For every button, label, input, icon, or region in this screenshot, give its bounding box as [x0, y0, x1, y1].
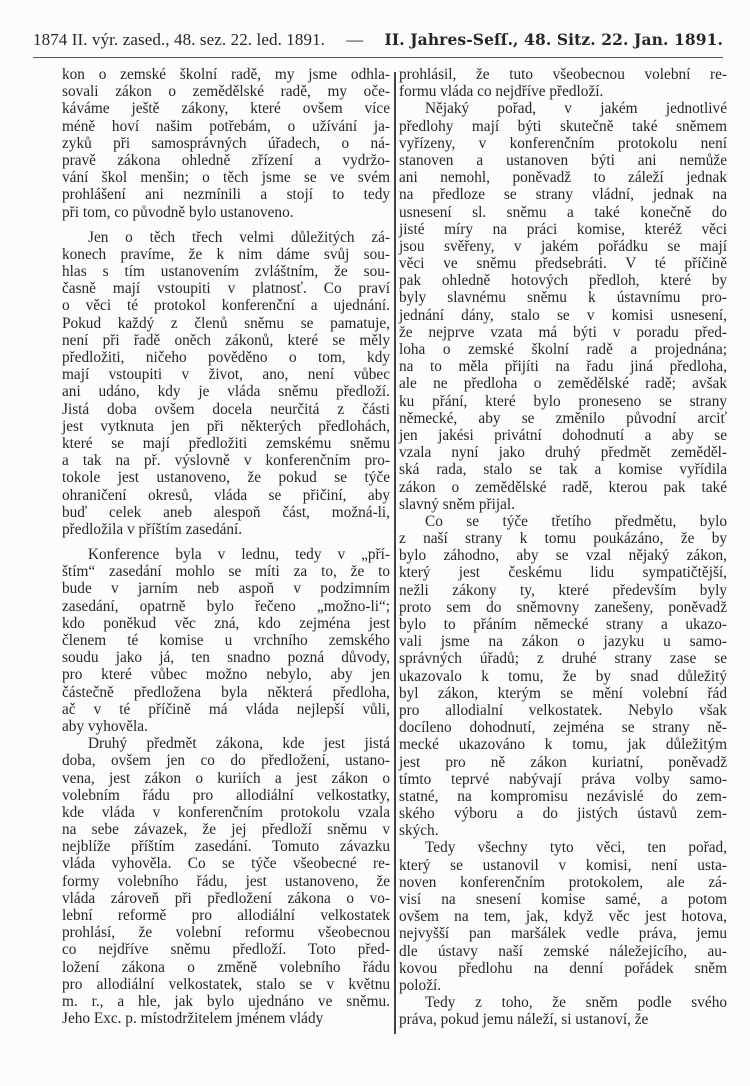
text-line: volebním řádu pro allodiální velkostatky,	[62, 786, 390, 804]
page-header	[33, 30, 723, 54]
paragraph	[399, 513, 727, 840]
text-line: Druhý předmět zákona, kde jest jistá	[88, 735, 390, 753]
text-line: jen jakési privátní dohodnutí a aby se	[399, 426, 727, 444]
text-line: zasedání, opatrně bylo řečeno „možno-li“;	[62, 597, 390, 615]
text-line: méně hoví našim potřebám, o užívání ja-	[62, 117, 390, 135]
text-line: mají vstoupiti v život, ano, není vůbec	[62, 366, 390, 384]
text-line: ovšem na tem, jak, když věc jest hotova,	[399, 908, 727, 926]
text-line: ani nemohl, poněvadž to záleží jednak	[399, 169, 727, 187]
text-line: hlas s tím ustanovením zvláštním, že sou-	[62, 263, 390, 281]
text-line: byly slavnému sněmu k ústavnímu pro-	[399, 289, 727, 307]
text-line: prohlásil, že tuto všeobecnou volební re-	[399, 66, 727, 83]
text-line: lební reformě pro allodiální velkostatek	[62, 907, 390, 924]
text-line: ač v té příčině má vláda nejlepší vůli,	[62, 700, 390, 718]
text-line: formu vláda co nejdříve předloží.	[399, 83, 604, 101]
text-line: částečně předložena byla některá předloha,	[62, 683, 390, 701]
text-line: Konference byla v lednu, tedy v „pří-	[88, 546, 390, 564]
text-line: Tedy všechny tyto věci, ten pořad,	[425, 839, 727, 857]
text-line: Co se týče třetího předmětu, bylo	[425, 512, 727, 530]
text-line: práva, pokud jemu náleží, si ustanoví, že	[399, 1011, 649, 1029]
text-line: statné, na kompromisu nezávislé do zem-	[399, 787, 727, 805]
text-line: o věci té protokol konferenční a ujednání.	[62, 297, 390, 315]
text-line: na předloze se strany vládní, jednak na	[399, 186, 727, 204]
text-line: není při řadě oněch zákonů, které se měly	[62, 331, 390, 349]
text-line: loha o zemské školní radě a projednána;	[399, 341, 727, 358]
text-line: aby vyhověla.	[62, 717, 148, 735]
text-line: při tom, co původně bylo ustanoveno.	[62, 203, 294, 221]
paragraph	[399, 66, 727, 100]
text-line: ku přání, které bylo proneseno se strany	[399, 392, 727, 410]
text-line: na sebe závazek, že jej předloží sněmu v	[62, 821, 390, 839]
text-line: bude v jarním neb aspoň v podzimním	[62, 580, 390, 598]
text-line: které se mají předložiti zemskému sněmu	[62, 434, 390, 452]
text-line: ohraničení okresů, vláda se přičiní, aby	[62, 486, 390, 504]
text-line: Jen o těch třech velmi důležitých zá-	[88, 228, 390, 246]
text-line: m. r., a hle, jak bylo ujednáno ve sněmu.	[62, 992, 390, 1010]
text-line: Tedy z toho, že sněm podle svého	[425, 994, 727, 1012]
text-line: předlohy mají býti skutečně také sněmem	[399, 117, 727, 135]
text-line: pak ohledně hotových předloh, které by	[399, 272, 727, 290]
text-line: kovou předlohu na denní pořádek sněm	[399, 959, 727, 977]
text-line: vání škol menšin; o těch jsme se ve svém	[62, 169, 390, 187]
text-line: jisté míry na práci komise, kteréž věci	[399, 220, 727, 238]
text-line: formy volebního řádu, jest ustanoveno, že	[62, 872, 390, 890]
text-line: ského výboru a do jistých ústavů zem-	[399, 805, 727, 823]
text-line: usnesení sl. sněmu a také konečně do	[399, 203, 727, 221]
text-line: bylo to přáním německé strany a ukazo-	[399, 616, 727, 633]
text-line: ani udáno, kdy je vláda sněmu předloží.	[62, 383, 390, 401]
header-czech: 1874 II. výr. zased., 48. sez. 22. led. 1891.	[33, 30, 326, 49]
text-line: prohlásí, že volební reformu všeobecnou	[62, 924, 390, 942]
text-line: který jest českému lidu sympatičtější,	[399, 564, 727, 582]
text-line: doba, ovšem jen co do předložení, ustano-	[62, 752, 390, 770]
text-line: vyřízeny, v konferenčním protokolu není	[399, 134, 727, 152]
text-line: jednání dány, stalo se v komisi usnesení,	[399, 306, 727, 324]
text-line: ale ne předloha o zemědělské radě; avšak	[399, 375, 727, 393]
text-line: členem té komise u vrchního zemského	[62, 632, 390, 649]
text-line: docíleno dohodnutí, zejména se strany ně-	[399, 719, 727, 737]
paragraph	[62, 66, 390, 221]
text-line: správných úřadů; z druhé strany zase se	[399, 650, 727, 668]
text-line: časně mají vstoupiti v platnosť. Co praví	[62, 280, 390, 298]
text-line: Jistá doba ovšem docela neurčitá z části	[62, 400, 390, 418]
text-line: zákon o zemědělské radě, kterou pak také	[399, 478, 727, 496]
text-line: co nejdříve sněmu předloží. Toto před-	[62, 941, 390, 959]
text-line: prohlášení ani nezmínili a stojí to tedy	[62, 186, 390, 204]
text-line: ložení zákona o změně volebního řádu	[62, 958, 390, 976]
text-line: který se ustanovil v komisi, není usta-	[399, 856, 727, 874]
header-german: II. Jahres-Seſſ., 48. Sitz. 22. Jan. 1891.	[384, 30, 723, 49]
text-line: jsou svěřeny, v jakém pořádku se mají	[399, 237, 727, 255]
text-line: pro allodiální velkostatek, stalo se v květnu	[62, 975, 390, 993]
right-column	[399, 66, 727, 1029]
text-line: ských.	[399, 822, 439, 840]
text-line: mecké ukazováno k tomu, jak důležitým	[399, 736, 727, 754]
paragraph	[399, 994, 727, 1028]
text-line: soudu jako já, ten snadno pozná důvody,	[62, 649, 390, 667]
text-line: pravě zákona ohledně zřízení a vydržo-	[62, 151, 390, 169]
text-line: jest pro ně zákon kuriatní, poněvadž	[399, 753, 727, 771]
text-line: na to měla přijíti na řadu jiná předloha,	[399, 358, 727, 376]
text-line: kde vláda v konferenčním protokolu vzala	[62, 803, 390, 821]
paragraph	[62, 735, 390, 1027]
text-line: z naší strany k tomu poukázáno, že by	[399, 530, 727, 548]
text-line: nežli zákony ty, které především byly	[399, 581, 727, 599]
column-divider	[394, 72, 396, 1034]
text-line: německé, aby se změnilo původní arciť	[399, 409, 727, 427]
left-column	[62, 66, 390, 1027]
text-line: vali jsme na zákon o jazyku u samo-	[399, 633, 727, 651]
paragraph	[399, 100, 727, 513]
text-line: visí na snesení komise samé, a potom	[399, 891, 727, 908]
text-line: slavný sněm přijal.	[399, 495, 515, 513]
text-line: předložila v příštím zasedání.	[62, 520, 243, 538]
text-line: že nejprve vzata má býti v poradu před-	[399, 323, 727, 341]
text-line: kon o zemské školní radě, my jsme odhla-	[62, 66, 390, 83]
text-line: jest vytknuta jen při některých předlohách,	[62, 417, 390, 435]
header-rule	[33, 57, 723, 58]
text-line: Jeho Exc. p. místodržitelem jménem vlády	[62, 1010, 324, 1028]
text-line: byl zákon, kterým se mění volební řád	[399, 684, 727, 702]
text-line: štím“ zasedání mohlo se míti za to, že to	[62, 563, 390, 581]
text-line: dle ústavy naší zemské náležejícího, au-	[399, 942, 727, 960]
text-line: vláda zároveň při předložení zákona o vo-	[62, 889, 390, 907]
text-line: položí.	[399, 976, 442, 994]
text-line: bylo záhodno, aby se vzal nějaký zákon,	[399, 547, 727, 565]
text-line: ukazovalo k tomu, že by snad důležitý	[399, 667, 727, 685]
text-line: pro které vůbec možno nebylo, aby jen	[62, 666, 390, 684]
paragraph	[399, 839, 727, 994]
text-line: vzala nyní jako druhý předmět zeměděl-	[399, 444, 727, 462]
text-line: nejblíže příštím zasedání. Tomuto závazku	[62, 838, 390, 856]
text-line: stanoven a ustanoven býti ani nemůže	[399, 151, 727, 169]
text-line: zyků při samosprávných úřadech, o ná-	[62, 134, 390, 152]
text-line: vláda vyhověla. Co se týče všeobecné re-	[62, 855, 390, 873]
text-line: ská rada, stalo se tak a komise vyřídila	[399, 461, 727, 479]
text-line: sovali zákon o zemědělské radě, my oče-	[62, 83, 390, 101]
text-line: tímto teprvé nabývají práva volby samo-	[399, 770, 727, 788]
text-line: konech pravíme, že k nim dáme svůj sou-	[62, 245, 390, 263]
text-line: káváme ještě zákony, které ovšem více	[62, 100, 390, 118]
text-line: Pokud každý z členů sněmu se pamatuje,	[62, 314, 390, 332]
text-line: pro allodialní velkostatek. Nebylo však	[399, 701, 727, 719]
text-line: proto sem do sněmovny zanešeny, poněvadž	[399, 598, 727, 616]
paragraph	[62, 546, 390, 735]
text-line: věci ve sněmu předsebráti. V té příčině	[399, 255, 727, 273]
text-line: a tak na př. výslovně v konferenčním pro-	[62, 452, 390, 470]
text-line: nejvyšší pan maršálek vedle práva, jemu	[399, 925, 727, 943]
paragraph	[62, 229, 390, 538]
text-line: vena, jest zákon o kuriích a jest zákon o	[62, 769, 390, 787]
text-line: předložiti, ničeho pověděno o tom, kdy	[62, 349, 390, 366]
text-line: Nějaký pořad, v jakém jednotlivé	[425, 100, 727, 118]
header-dash: —	[346, 30, 364, 49]
text-line: tokole jest ustanoveno, že pokud se týče	[62, 469, 390, 487]
text-line: noven konferenčním protokolem, ale zá-	[399, 873, 727, 891]
text-line: kdo poněkud věc zná, kdo zejména jest	[62, 614, 390, 632]
text-line: buď celek aneb alespoň část, možná-li,	[62, 503, 390, 521]
